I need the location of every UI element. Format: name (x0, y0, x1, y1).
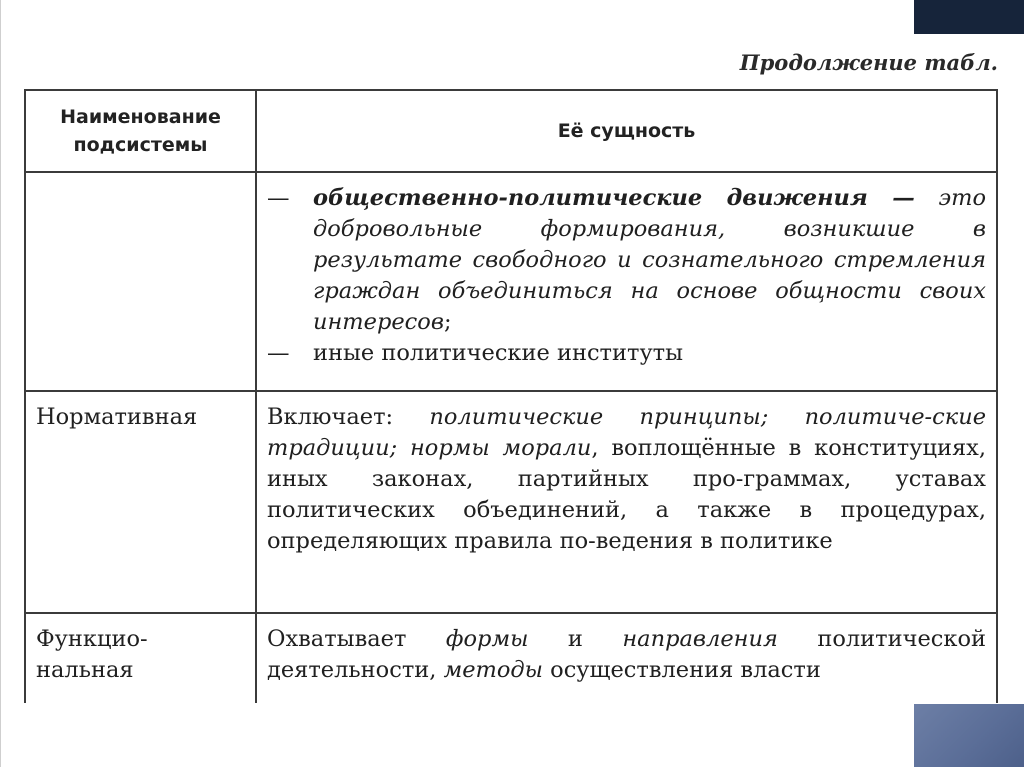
functional-name-cell (25, 613, 256, 703)
functional-essence-cell (256, 613, 997, 703)
functional-text-3: и (528, 626, 623, 652)
functional-text-5: политической деятельности, (267, 626, 986, 683)
functional-text-4: направления (622, 626, 778, 652)
header-name-line1: Наименование (60, 106, 221, 128)
dash-marker: — (267, 185, 290, 211)
functional-text-1: Охватывает (267, 626, 446, 652)
header-name-line2: подсистемы (73, 134, 208, 156)
corner-decoration-bottom (914, 704, 1024, 767)
functional-name-line2: нальная (36, 657, 134, 683)
functional-name-line1: Функцио- (36, 626, 148, 652)
table-header-row (25, 90, 997, 172)
other-institutions-text: иные политические институты (313, 340, 684, 366)
table-row-continuation (25, 172, 997, 391)
header-name (25, 90, 256, 172)
item-end: ; (443, 309, 452, 335)
table-row-functional (25, 613, 997, 703)
table-row-normative (25, 391, 997, 613)
functional-text-6: методы (443, 657, 543, 683)
corner-decoration-top (914, 0, 1024, 34)
continuation-name-cell (25, 172, 256, 391)
normative-text-3: , воплощённые в конституциях, иных законах, партийных про-граммах, уставах политических объединений, а также в процедурах, определяющих правила по-ведения в политике (267, 435, 986, 554)
list-item (267, 183, 986, 338)
definition-movements: это добровольные формирования, возникшие в результате свободного и сознательного стремления граждан объединиться на основе общности своих интересов (313, 185, 986, 335)
continuation-essence-cell (256, 172, 997, 391)
functional-text-2: формы (445, 626, 529, 652)
term-dash: — (867, 185, 915, 211)
header-essence: Её сущность (256, 90, 997, 172)
normative-name-cell: Нормативная (25, 391, 256, 613)
normative-text-2: политические принципы; политиче-ские традиции; нормы морали (267, 404, 987, 461)
subsystems-table (24, 89, 998, 703)
normative-essence-cell (256, 391, 997, 613)
normative-text-1: Включает: (267, 404, 430, 430)
functional-text-7: осуществления власти (543, 657, 821, 683)
term-movements: общественно-политические движения (313, 185, 868, 211)
table-continuation-caption: Продолжение табл. (739, 50, 998, 75)
list-item (267, 338, 986, 369)
dash-marker: — (267, 340, 290, 366)
